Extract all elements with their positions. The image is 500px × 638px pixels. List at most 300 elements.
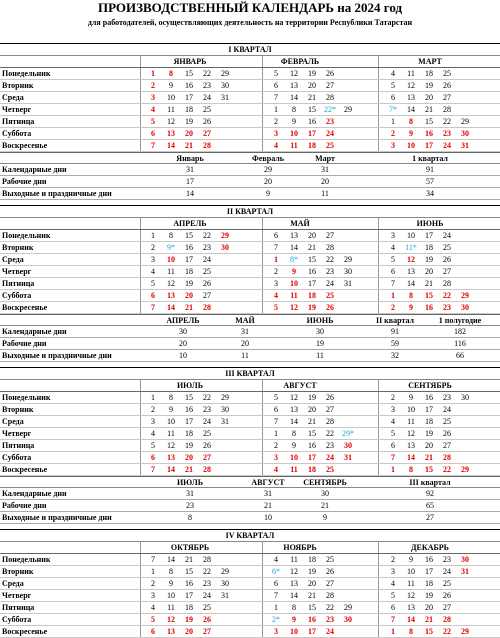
holiday-day: 5 xyxy=(151,117,155,126)
holiday-day: 13 xyxy=(167,627,175,636)
calendar-day: 11 xyxy=(290,555,298,564)
stats-label: Рабочие дни xyxy=(2,339,47,348)
calendar-day: 11 xyxy=(167,603,175,612)
stats-value: 14 xyxy=(186,189,194,198)
calendar-day: 5 xyxy=(274,69,278,78)
weekday-row xyxy=(0,392,500,404)
calendar-day: 15 xyxy=(308,105,316,114)
calendar-day: 30 xyxy=(461,393,469,402)
column-divider xyxy=(378,626,379,637)
quarter-header xyxy=(0,205,500,218)
calendar-day: 12 xyxy=(167,279,175,288)
calendar-day: 8 xyxy=(169,231,173,240)
month-name: АВГУСТ xyxy=(283,381,317,390)
calendar-day: 6 xyxy=(391,603,395,612)
calendar-day: 10 xyxy=(407,231,415,240)
calendar-day: 9 xyxy=(292,117,296,126)
calendar-day: 6 xyxy=(391,93,395,102)
calendar-day: 1 xyxy=(391,117,395,126)
quarter-header xyxy=(0,529,500,542)
stats-column-header: II квартал xyxy=(375,316,415,325)
column-divider xyxy=(140,392,141,403)
column-divider xyxy=(262,266,263,277)
holiday-day: 9 xyxy=(409,129,413,138)
calendar-day: 20 xyxy=(425,603,433,612)
calendar-day: 29 xyxy=(221,567,229,576)
preholiday-day: 29* xyxy=(342,429,354,438)
weekday-label: Воскресенье xyxy=(2,141,48,150)
column-divider xyxy=(378,428,379,439)
holiday-day: 7 xyxy=(151,303,155,312)
stats-value: 30 xyxy=(321,489,329,498)
calendar-day: 8 xyxy=(292,603,296,612)
column-divider xyxy=(262,440,263,451)
page-subtitle: для работодателей, осуществляющих деятельность на территории Республики Татарстан xyxy=(87,18,413,27)
calendar-day: 21 xyxy=(308,417,316,426)
calendar-day: 14 xyxy=(407,279,415,288)
weekday-row xyxy=(0,290,500,302)
stats-value: 23 xyxy=(186,501,194,510)
column-divider xyxy=(140,266,141,277)
calendar-day: 6 xyxy=(274,231,278,240)
calendar-day: 16 xyxy=(425,555,433,564)
column-divider xyxy=(378,380,379,391)
calendar-day: 14 xyxy=(290,591,298,600)
column-divider xyxy=(262,452,263,463)
calendar-day: 9 xyxy=(169,81,173,90)
calendar-day: 7 xyxy=(391,279,395,288)
holiday-day: 28 xyxy=(203,141,211,150)
calendar-day: 18 xyxy=(185,267,193,276)
page-title: ПРОИЗВОДСТВЕННЫЙ КАЛЕНДАРЬ на 2024 год xyxy=(97,0,403,15)
weekday-label: Понедельник xyxy=(2,231,51,240)
holiday-day: 31 xyxy=(461,141,469,150)
holiday-day: 11 xyxy=(290,291,298,300)
calendar-day: 17 xyxy=(425,405,433,414)
stats-value: 21 xyxy=(264,501,272,510)
stats-header-row xyxy=(0,476,500,488)
weekday-row xyxy=(0,230,500,242)
holiday-day: 1 xyxy=(391,465,395,474)
stats-value: 29 xyxy=(264,165,272,174)
column-divider xyxy=(378,602,379,613)
holiday-day: 21 xyxy=(185,141,193,150)
column-divider xyxy=(378,452,379,463)
holiday-day: 15 xyxy=(425,291,433,300)
calendar-day: 31 xyxy=(221,93,229,102)
stats-column-header: 1 полугодие xyxy=(438,316,482,325)
calendar-day: 1 xyxy=(274,429,278,438)
calendar-day: 5 xyxy=(391,429,395,438)
stats-value: 31 xyxy=(186,489,194,498)
calendar-day: 20 xyxy=(308,231,316,240)
column-divider xyxy=(262,140,263,151)
calendar xyxy=(0,43,500,638)
calendar-day: 28 xyxy=(443,105,451,114)
preholiday-day: 7* xyxy=(389,105,397,114)
calendar-day: 10 xyxy=(167,591,175,600)
calendar-day: 15 xyxy=(185,393,193,402)
calendar-day: 25 xyxy=(443,69,451,78)
calendar-day: 27 xyxy=(443,93,451,102)
calendar-day: 11 xyxy=(167,105,175,114)
calendar-day: 31 xyxy=(344,279,352,288)
stats-value: 91 xyxy=(391,327,399,336)
column-divider xyxy=(378,92,379,103)
calendar-day: 21 xyxy=(425,279,433,288)
holiday-day: 30 xyxy=(461,555,469,564)
calendar-day: 17 xyxy=(185,591,193,600)
calendar-day: 26 xyxy=(443,591,451,600)
calendar-day: 28 xyxy=(326,591,334,600)
column-divider xyxy=(378,614,379,625)
holiday-day: 10 xyxy=(290,129,298,138)
calendar-day: 25 xyxy=(326,555,334,564)
month-header-row xyxy=(0,218,500,230)
calendar-day: 2 xyxy=(274,267,278,276)
calendar-day: 7 xyxy=(274,243,278,252)
stats-label: Рабочие дни xyxy=(2,501,47,510)
calendar-day: 8 xyxy=(292,105,296,114)
holiday-day: 14 xyxy=(407,453,415,462)
holiday-day: 18 xyxy=(308,465,316,474)
month-header-row xyxy=(0,542,500,554)
calendar-day: 22 xyxy=(326,429,334,438)
column-divider xyxy=(140,140,141,151)
weekday-label: Среда xyxy=(2,417,24,426)
column-divider xyxy=(140,404,141,415)
column-divider xyxy=(378,392,379,403)
column-divider xyxy=(140,278,141,289)
calendar-day: 18 xyxy=(425,579,433,588)
holiday-day: 24 xyxy=(326,453,334,462)
calendar-day: 24 xyxy=(203,417,211,426)
calendar-day: 4 xyxy=(391,579,395,588)
calendar-day: 16 xyxy=(185,405,193,414)
holiday-day: 27 xyxy=(203,453,211,462)
calendar-day: 3 xyxy=(151,255,155,264)
calendar-day: 18 xyxy=(425,69,433,78)
stats-value: 31 xyxy=(186,165,194,174)
calendar-day: 16 xyxy=(425,393,433,402)
holiday-day: 3 xyxy=(151,93,155,102)
calendar-day: 2 xyxy=(274,441,278,450)
quarter-title: IV КВАРТАЛ xyxy=(225,531,275,540)
calendar-day: 11 xyxy=(167,267,175,276)
calendar-day: 22 xyxy=(203,69,211,78)
stats-row xyxy=(0,350,500,362)
column-divider xyxy=(378,578,379,589)
column-divider xyxy=(378,566,379,577)
calendar-day: 7 xyxy=(274,591,278,600)
calendar-day: 24 xyxy=(203,93,211,102)
holiday-day: 8 xyxy=(409,117,413,126)
calendar-day: 16 xyxy=(185,243,193,252)
calendar-day: 7 xyxy=(274,93,278,102)
calendar-day: 21 xyxy=(308,591,316,600)
weekday-row xyxy=(0,140,500,152)
holiday-day: 30 xyxy=(461,303,469,312)
stats-value: 11 xyxy=(316,351,324,360)
holiday-day: 9 xyxy=(292,615,296,624)
calendar-day: 20 xyxy=(425,93,433,102)
column-divider xyxy=(262,554,263,565)
holiday-day: 28 xyxy=(203,303,211,312)
calendar-day: 19 xyxy=(425,81,433,90)
column-divider xyxy=(262,590,263,601)
calendar-day: 4 xyxy=(391,243,395,252)
weekday-row xyxy=(0,254,500,266)
calendar-day: 19 xyxy=(185,441,193,450)
calendar-day: 7 xyxy=(274,417,278,426)
weekday-label: Суббота xyxy=(2,129,32,138)
calendar-day: 14 xyxy=(167,555,175,564)
holiday-day: 8 xyxy=(409,627,413,636)
calendar-day: 3 xyxy=(391,567,395,576)
column-divider xyxy=(378,266,379,277)
calendar-day: 16 xyxy=(308,117,316,126)
calendar-day: 26 xyxy=(326,393,334,402)
holiday-day: 2 xyxy=(151,81,155,90)
column-divider xyxy=(262,626,263,637)
month-name: ДЕКАБРЬ xyxy=(411,543,449,552)
preholiday-day: 22* xyxy=(324,105,336,114)
stats-value: 20 xyxy=(241,339,249,348)
holiday-day: 14 xyxy=(167,141,175,150)
stats-value: 31 xyxy=(321,165,329,174)
holiday-day: 29 xyxy=(221,231,229,240)
weekday-label: Понедельник xyxy=(2,555,51,564)
calendar-day: 13 xyxy=(290,231,298,240)
calendar-day: 27 xyxy=(326,81,334,90)
month-header-row xyxy=(0,56,500,68)
holiday-day: 7 xyxy=(391,615,395,624)
holiday-day: 6 xyxy=(151,129,155,138)
calendar-day: 29 xyxy=(221,393,229,402)
quarter-title: III КВАРТАЛ xyxy=(225,369,275,378)
holiday-day: 31 xyxy=(461,567,469,576)
preholiday-day: 6* xyxy=(272,567,280,576)
column-divider xyxy=(140,254,141,265)
column-divider xyxy=(140,80,141,91)
column-divider xyxy=(262,416,263,427)
weekday-row xyxy=(0,242,500,254)
holiday-day: 23 xyxy=(326,117,334,126)
calendar-day: 26 xyxy=(326,69,334,78)
calendar-day: 6 xyxy=(391,441,395,450)
stats-value: 9 xyxy=(266,189,270,198)
column-divider xyxy=(140,68,141,79)
calendar-day: 30 xyxy=(344,267,352,276)
calendar-day: 26 xyxy=(203,441,211,450)
calendar-day: 18 xyxy=(425,243,433,252)
holiday-day: 17 xyxy=(308,129,316,138)
calendar-day: 6 xyxy=(274,81,278,90)
calendar-day: 29 xyxy=(344,105,352,114)
calendar-day: 6 xyxy=(274,405,278,414)
stats-row xyxy=(0,188,500,200)
column-divider xyxy=(140,302,141,313)
weekday-label: Понедельник xyxy=(2,69,51,78)
holiday-day: 12 xyxy=(407,255,415,264)
holiday-day: 1 xyxy=(391,627,395,636)
stats-value: 65 xyxy=(426,501,434,510)
holiday-day: 16 xyxy=(425,303,433,312)
column-divider xyxy=(140,116,141,127)
calendar-day: 9 xyxy=(409,393,413,402)
weekday-label: Понедельник xyxy=(2,393,51,402)
calendar-day: 29 xyxy=(344,255,352,264)
holiday-day: 10 xyxy=(290,279,298,288)
stats-value: 31 xyxy=(241,327,249,336)
column-divider xyxy=(262,290,263,301)
calendar-day: 13 xyxy=(407,603,415,612)
month-name: АПРЕЛЬ xyxy=(173,219,207,228)
column-divider xyxy=(140,554,141,565)
month-name: ИЮЛЬ xyxy=(176,381,204,390)
weekday-row xyxy=(0,614,500,626)
holiday-day: 3 xyxy=(274,129,278,138)
calendar-day: 19 xyxy=(308,393,316,402)
holiday-day: 17 xyxy=(425,141,433,150)
calendar-day: 25 xyxy=(203,267,211,276)
column-divider xyxy=(140,56,141,67)
holiday-day: 1 xyxy=(391,291,395,300)
weekday-row xyxy=(0,302,500,314)
column-divider xyxy=(378,404,379,415)
holiday-day: 28 xyxy=(203,465,211,474)
calendar-day: 24 xyxy=(203,255,211,264)
calendar-day: 14 xyxy=(407,105,415,114)
weekday-label: Среда xyxy=(2,255,24,264)
calendar-day: 3 xyxy=(274,279,278,288)
stats-value: 30 xyxy=(316,327,324,336)
column-divider xyxy=(140,242,141,253)
weekday-row xyxy=(0,452,500,464)
calendar-day: 24 xyxy=(203,591,211,600)
weekday-label: Четверг xyxy=(2,429,32,438)
calendar-day: 1 xyxy=(151,231,155,240)
weekday-row xyxy=(0,590,500,602)
month-name: МАРТ xyxy=(418,57,442,66)
column-divider xyxy=(140,218,141,229)
column-divider xyxy=(262,92,263,103)
column-divider xyxy=(378,128,379,139)
holiday-day: 20 xyxy=(185,627,193,636)
calendar-day: 15 xyxy=(185,231,193,240)
calendar-day: 25 xyxy=(443,417,451,426)
column-divider xyxy=(378,242,379,253)
calendar-day: 19 xyxy=(185,117,193,126)
holiday-day: 23 xyxy=(443,129,451,138)
month-name: СЕНТЯБРЬ xyxy=(408,381,452,390)
calendar-day: 27 xyxy=(443,267,451,276)
stats-value: 92 xyxy=(426,489,434,498)
holiday-day: 9 xyxy=(409,303,413,312)
weekday-row xyxy=(0,278,500,290)
calendar-day: 9 xyxy=(169,405,173,414)
stats-value: 20 xyxy=(179,339,187,348)
calendar-day: 4 xyxy=(391,417,395,426)
column-divider xyxy=(140,542,141,553)
holiday-day: 27 xyxy=(203,627,211,636)
column-divider xyxy=(140,452,141,463)
holiday-day: 7 xyxy=(151,141,155,150)
weekday-row xyxy=(0,266,500,278)
holiday-day: 6 xyxy=(151,453,155,462)
calendar-day: 20 xyxy=(425,267,433,276)
calendar-day: 19 xyxy=(308,69,316,78)
calendar-day: 4 xyxy=(151,267,155,276)
stats-value: 32 xyxy=(391,351,399,360)
calendar-day: 24 xyxy=(443,231,451,240)
stats-value: 116 xyxy=(454,339,466,348)
holiday-day: 15 xyxy=(425,627,433,636)
column-divider xyxy=(140,602,141,613)
weekday-row xyxy=(0,602,500,614)
calendar-day: 5 xyxy=(274,393,278,402)
calendar-day: 17 xyxy=(185,417,193,426)
month-name: ЯНВАРЬ xyxy=(173,57,207,66)
calendar-day: 21 xyxy=(185,555,193,564)
stats-row xyxy=(0,164,500,176)
column-divider xyxy=(140,128,141,139)
holiday-day: 20 xyxy=(185,453,193,462)
holiday-day: 26 xyxy=(326,303,334,312)
holiday-day: 8 xyxy=(169,69,173,78)
calendar-day: 27 xyxy=(443,603,451,612)
calendar-day: 27 xyxy=(326,405,334,414)
weekday-row xyxy=(0,116,500,128)
holiday-day: 15 xyxy=(425,465,433,474)
calendar-day: 13 xyxy=(290,405,298,414)
stats-value: 31 xyxy=(264,489,272,498)
calendar-day: 22 xyxy=(203,231,211,240)
stats-row xyxy=(0,326,500,338)
calendar-day: 3 xyxy=(391,405,395,414)
holiday-day: 14 xyxy=(407,615,415,624)
holiday-day: 11 xyxy=(290,141,298,150)
holiday-day: 14 xyxy=(167,465,175,474)
holiday-day: 13 xyxy=(167,129,175,138)
weekday-row xyxy=(0,566,500,578)
calendar-day: 5 xyxy=(151,279,155,288)
column-divider xyxy=(140,590,141,601)
calendar-day: 20 xyxy=(308,579,316,588)
holiday-day: 19 xyxy=(308,303,316,312)
calendar-day: 2 xyxy=(151,579,155,588)
stats-header-row xyxy=(0,314,500,326)
calendar-day: 7 xyxy=(151,555,155,564)
weekday-label: Четверг xyxy=(2,105,32,114)
holiday-day: 28 xyxy=(443,453,451,462)
holiday-day: 28 xyxy=(443,615,451,624)
holiday-day: 21 xyxy=(425,453,433,462)
calendar-day: 5 xyxy=(391,255,395,264)
stats-column-header: ИЮЛЬ xyxy=(176,478,204,487)
holiday-day: 21 xyxy=(425,615,433,624)
calendar-day: 23 xyxy=(326,267,334,276)
column-divider xyxy=(262,278,263,289)
holiday-day: 7 xyxy=(391,453,395,462)
calendar-day: 16 xyxy=(308,441,316,450)
calendar-day: 18 xyxy=(185,105,193,114)
holiday-day: 1 xyxy=(274,255,278,264)
holiday-day: 14 xyxy=(167,303,175,312)
column-divider xyxy=(262,392,263,403)
month-name: МАЙ xyxy=(290,219,310,228)
calendar-day: 15 xyxy=(185,567,193,576)
